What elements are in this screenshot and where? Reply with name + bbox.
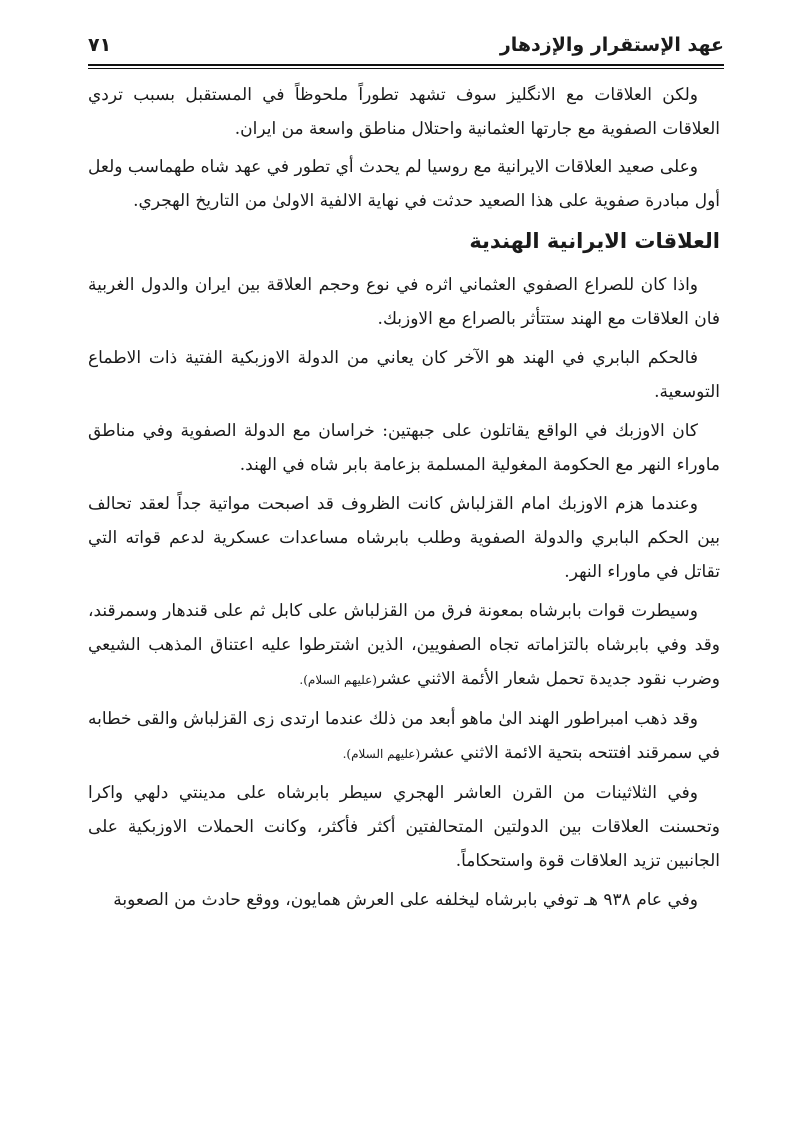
paragraph-text: وسيطرت قوات بابرشاه بمعونة فرق من القزلباش على كابل ثم على قندهار وسمرقند، وقد وفي بابرشاه بالتزاماته تجاه الصفويين، الذين اشترطوا عليه اعتناق المذهب الشيعي وضرب نقود جديدة تحمل شعار الأئمة الاثني عشر — [88, 601, 720, 689]
honorific: (عليهم السلام). — [299, 673, 377, 687]
paragraph: كان الاوزبك في الواقع يقاتلون على جبهتين: خراسان مع الدولة الصفوية وفي مناطق ماوراء النهر مع الحكومة المغولية المسلمة بزعامة بابر شاه في الهند. — [88, 421, 720, 475]
section-heading: العلاقات الايرانية الهندية — [469, 229, 720, 253]
header-rule-thin — [88, 68, 724, 69]
paragraph: وفي عام ٩٣٨ هـ توفي بابرشاه ليخلفه على العرش همايون، ووقع حادث من الصعوبة — [113, 890, 698, 910]
paragraph: وعلى صعيد العلاقات الايرانية مع روسيا لم يحدث أي تطور في عهد شاه طهماسب ولعل أول مبادرة صفوية على هذا الصعيد حدثت في نهاية الالفية الاولىٰ من التاريخ الهجري. — [88, 157, 720, 211]
running-header — [88, 30, 724, 64]
page-number: ٧١ — [88, 34, 112, 56]
paragraph: واذا كان للصراع الصفوي العثماني اثره في نوع وحجم العلاقة بين ايران والدول الغربية فان العلاقات مع الهند ستتأثر بالصراع مع الاوزبك. — [88, 275, 720, 329]
honorific: (عليهم السلام). — [342, 747, 421, 761]
running-title: عهد الإستقرار والإزدهار — [499, 34, 724, 56]
paragraph: وعندما هزم الاوزبك امام القزلباش كانت الظروف قد اصبحت مواتية جداً لعقد تحالف بين الحكم البابري والدولة الصفوية وطلب بابرشاه مساعدات عسكرية لدعم قواته التي تقاتل في ماوراء النهر. — [88, 494, 720, 582]
paragraph — [88, 594, 720, 697]
paragraph — [88, 702, 720, 771]
page-body — [88, 78, 720, 922]
paragraph: ولكن العلاقات مع الانگليز سوف تشهد تطوراً ملحوظاً في المستقبل بسبب تردي العلاقات الصفوية مع جارتها العثمانية واحتلال مناطق واسعة من ايران. — [88, 85, 720, 139]
paragraph-text: وقد ذهب امبراطور الهند الىٰ ماهو أبعد من ذلك عندما ارتدى زى القزلباش والقى خطابه في سمرقند افتتحه بتحية الائمة الاثني عشر — [88, 709, 720, 763]
paragraph: وفي الثلاثينات من القرن العاشر الهجري سيطر بابرشاه على مدينتي دلهي واكرا وتحسنت العلاقات بين الدولتين المتحالفتين أكثر فأكثر، وكانت الحملات الاوزبكية على الجانبين تزيد العلاقات قوة واستحكاماً. — [88, 783, 720, 871]
header-rule-thick — [88, 64, 724, 66]
paragraph: فالحكم البابري في الهند هو الآخر كان يعاني من الدولة الاوزبكية الفتية ذات الاطماع التوسعية. — [88, 348, 720, 402]
